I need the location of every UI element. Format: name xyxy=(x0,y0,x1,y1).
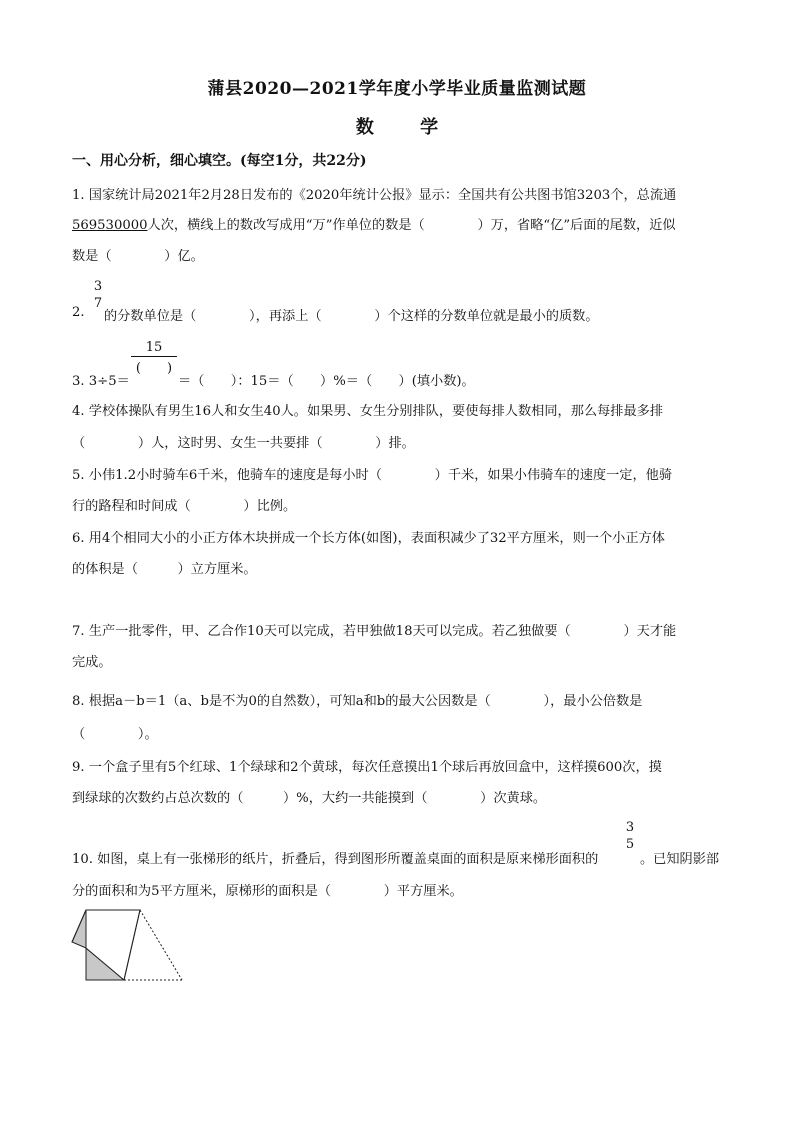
q7-line2: 完成。 xyxy=(72,655,112,670)
subject-title: 数 学 xyxy=(355,117,459,138)
q2-text: 的分数单位是（ ），再添上（ ）个这样的分数单位就是最小的质数。 xyxy=(104,309,599,324)
q1-line2-rest: 人次，横线上的数改写成用“万”作单位的数是（ ）万，省略“亿”后面的尾数，近似 xyxy=(147,218,676,233)
q8-line1: 8. 根据a－b＝1（a、b是不为0的自然数），可知a和b的最大公因数是（ ），最小公倍数是 xyxy=(72,694,643,709)
section-heading: 一、用心分析，细心填空。(每空1分，共22分) xyxy=(72,153,367,169)
q9-line2: 到绿球的次数约占总次数的（ ）%，大约一共能摸到（ ）次黄球。 xyxy=(72,791,547,806)
q4-line2: （ ）人，这时男、女生一共要排（ ）排。 xyxy=(72,436,415,451)
q4-line1: 4. 学校体操队有男生16人和女生40人。如果男、女生分别排队，要使每排人数相同，那么每排最多排 xyxy=(72,404,664,419)
q1-line2 xyxy=(72,214,676,233)
q9-line1: 9. 一个盒子里有5个红球、1个绿球和2个黄球，每次任意摸出1个球后再放回盒中，这样摸600次，摸 xyxy=(72,760,662,775)
q2-numerator: 3 xyxy=(93,279,103,294)
q2-prefix: 2. xyxy=(72,305,85,320)
q3-prefix: 3. 3÷5＝ xyxy=(72,374,130,389)
q3-text: ＝（ ）：15＝（ ）%＝（ ）(填小数)。 xyxy=(178,374,475,389)
q10-line1-end: 。已知阴影部 xyxy=(640,852,720,867)
q8-line2: （ ）。 xyxy=(72,727,158,742)
q1-number: 569530000 xyxy=(72,218,148,233)
folded-trapezoid-figure xyxy=(70,906,190,986)
q1-line1: 1. 国家统计局2021年2月28日发布的《2020年统计公报》显示：全国共有公共图书馆3203个，总流通 xyxy=(72,188,677,203)
original-edge-dashed xyxy=(140,910,182,980)
page-title: 蒲县2020—2021学年度小学毕业质量监测试题 xyxy=(207,79,587,99)
q10-line2: 分的面积和为5平方厘米，原梯形的面积是（ ）平方厘米。 xyxy=(72,884,463,899)
q5-line2: 行的路程和时间成（ ）比例。 xyxy=(72,499,297,514)
q3-fraction xyxy=(131,340,177,376)
q6-line1: 6. 用4个相同大小的小正方体木块拼成一个长方体(如图)，表面积减少了32平方厘米，则一个小正方体 xyxy=(72,531,665,546)
q2-denominator: 7 xyxy=(93,296,103,311)
q6-line2: 的体积是（ ）立方厘米。 xyxy=(72,562,257,577)
q10-numerator: 3 xyxy=(625,820,635,835)
q10-line1: 10. 如图，桌上有一张梯形的纸片，折叠后，得到图形所覆盖桌面的面积是原来梯形面积的 xyxy=(72,852,599,867)
q3-numerator: 15 xyxy=(131,340,177,357)
q5-line1: 5. 小伟1.2小时骑车6千米，他骑车的速度是每小时（ ）千米，如果小伟骑车的速度一定，他骑 xyxy=(72,468,673,483)
q7-line1: 7. 生产一批零件，甲、乙合作10天可以完成，若甲独做18天可以完成。若乙独做要（ ）天才能 xyxy=(72,624,677,639)
q10-fraction xyxy=(622,820,638,852)
q1-line3: 数是（ ）亿。 xyxy=(72,249,204,264)
q10-denominator: 5 xyxy=(625,837,635,852)
q3-denominator: ( ) xyxy=(135,361,173,376)
